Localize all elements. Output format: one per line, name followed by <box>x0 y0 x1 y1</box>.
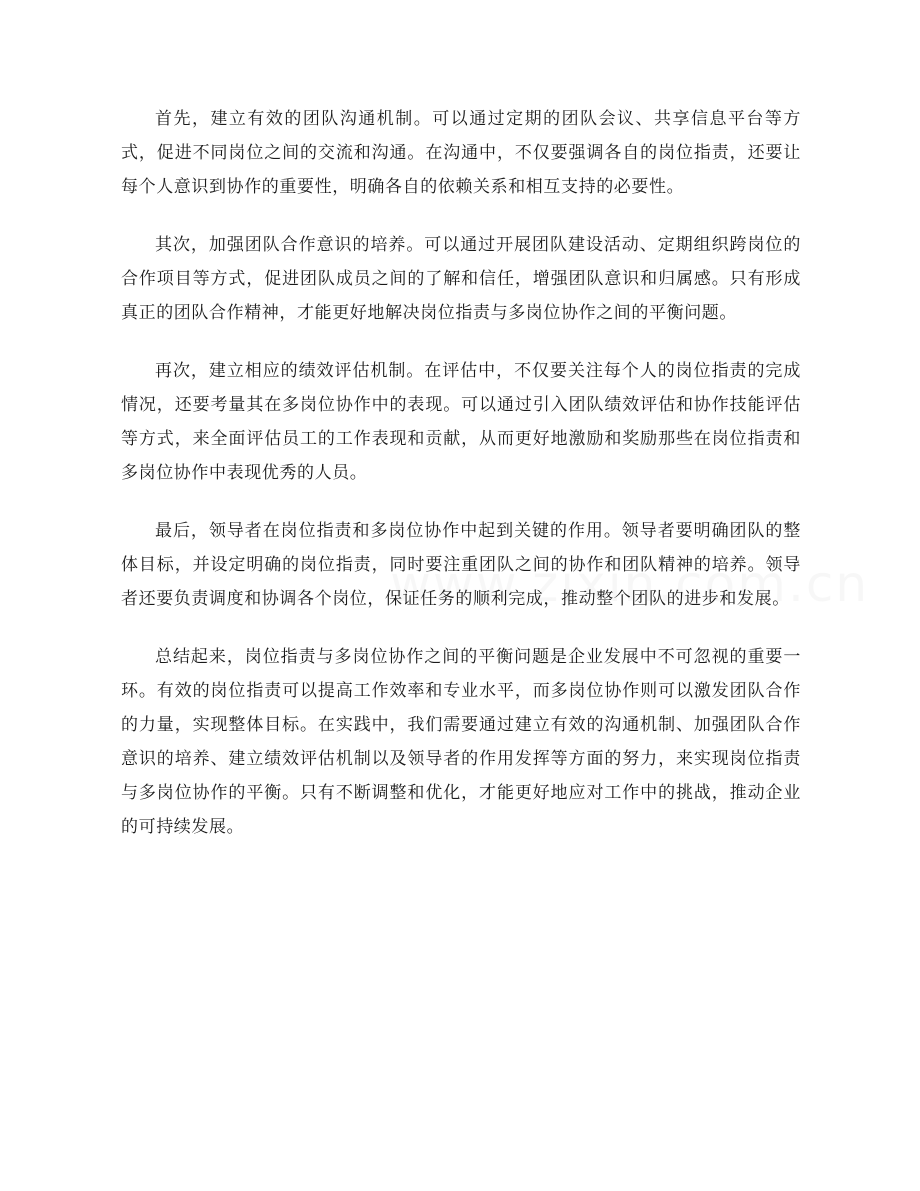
paragraph-communication: 首先，建立有效的团队沟通机制。可以通过定期的团队会议、共享信息平台等方式，促进不同岗位之间的交流和沟通。在沟通中，不仅要强调各自的岗位指责，还要让每个人意识到协作的重要性，明确各自的依赖关系和相互支持的必要性。 <box>121 109 801 197</box>
paragraph-teamwork: 其次，加强团队合作意识的培养。可以通过开展团队建设活动、定期组织跨岗位的合作项目等方式，促进团队成员之间的了解和信任，增强团队意识和归属感。只有形成真正的团队合作精神，才能更好地解决岗位指责与多岗位协作之间的平衡问题。 <box>121 235 801 323</box>
document-body <box>121 102 801 868</box>
paragraph-conclusion: 总结起来，岗位指责与多岗位协作之间的平衡问题是企业发展中不可忽视的重要一环。有效的岗位指责可以提高工作效率和专业水平，而多岗位协作则可以激发团队合作的力量，实现整体目标。在实践中，我们需要通过建立有效的沟通机制、加强团队合作意识的培养、建立绩效评估机制以及领导者的作用发挥等方面的努力，来实现岗位指责与多岗位协作的平衡。只有不断调整和优化，才能更好地应对工作中的挑战，推动企业的可持续发展。 <box>121 647 801 837</box>
paragraph-performance: 再次，建立相应的绩效评估机制。在评估中，不仅要关注每个人的岗位指责的完成情况，还要考量其在多岗位协作中的表现。可以通过引入团队绩效评估和协作技能评估等方式，来全面评估员工的工作表现和贡献，从而更好地激励和奖励那些在岗位指责和多岗位协作中表现优秀的人员。 <box>121 361 801 483</box>
paragraph-leadership: 最后，领导者在岗位指责和多岗位协作中起到关键的作用。领导者要明确团队的整体目标，并设定明确的岗位指责，同时要注重团队之间的协作和团队精神的培养。领导者还要负责调度和协调各个岗位，保证任务的顺利完成，推动整个团队的进步和发展。 <box>121 521 801 609</box>
